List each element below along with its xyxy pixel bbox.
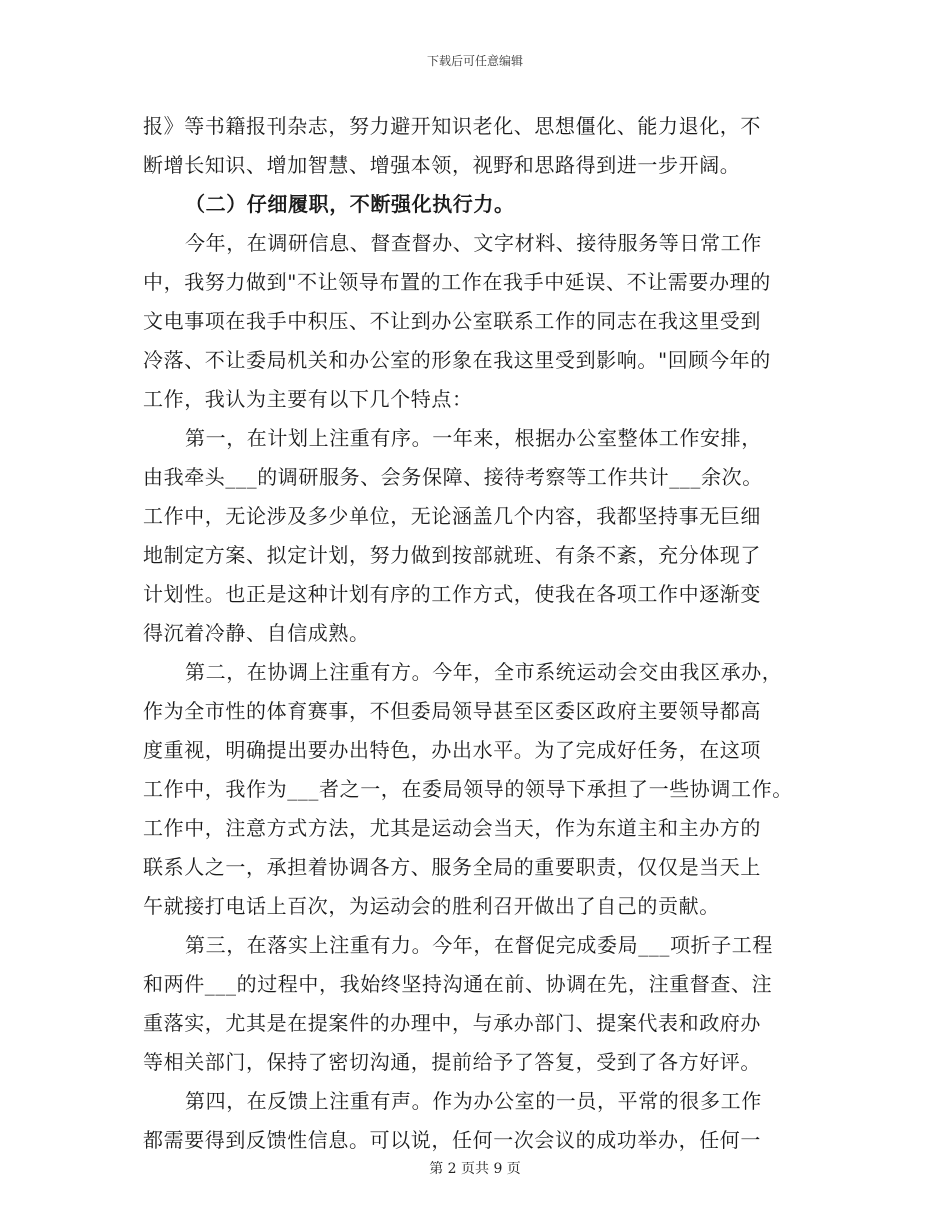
body-line: 由我牵头___的调研服务、会务保障、接待考察等工作共计___余次。 <box>143 465 763 489</box>
body-line: 重落实，尤其是在提案件的办理中，与承办部门、提案代表和政府办 <box>143 1011 761 1035</box>
page-header: 下载后可任意编辑 <box>426 54 523 68</box>
paragraph-start: 第三，在落实上注重有力。今年，在督促完成委局___项折子工程 <box>185 933 773 957</box>
body-line: 中，我努力做到"不让领导布置的工作在我手中延误、不让需要办理的 <box>143 270 771 294</box>
page-footer: 第 2 页共 9 页 <box>429 1161 521 1177</box>
body-line: 都需要得到反馈性信息。可以说，任何一次会议的成功举办，任何一 <box>143 1128 761 1152</box>
section-heading: （二）仔细履职，不断强化执行力。 <box>185 192 515 216</box>
paragraph-start: 第一，在计划上注重有序。一年来，根据办公室整体工作安排， <box>185 426 762 450</box>
body-line: 联系人之一，承担着协调各方、服务全局的重要职责，仅仅是当天上 <box>143 855 761 879</box>
body-line: 文电事项在我手中积压、不让到办公室联系工作的同志在我这里受到 <box>143 309 761 333</box>
body-line: 度重视，明确提出要办出特色，办出水平。为了完成好任务，在这项 <box>143 738 761 762</box>
body-line: 地制定方案、拟定计划，努力做到按部就班、有条不紊，充分体现了 <box>143 543 761 567</box>
body-line: 作为全市性的体育赛事，不但委局领导甚至区委区政府主要领导都高 <box>143 699 761 723</box>
body-line: 工作，我认为主要有以下几个特点： <box>143 387 473 411</box>
body-line: 得沉着冷静、自信成熟。 <box>143 621 370 645</box>
body-line: 计划性。也正是这种计划有序的工作方式，使我在各项工作中逐渐变 <box>143 582 761 606</box>
body-line: 午就接打电话上百次，为运动会的胜利召开做出了自己的贡献。 <box>143 894 720 918</box>
document-body <box>143 107 823 1160</box>
body-line: 报》等书籍报刊杂志，努力避开知识老化、思想僵化、能力退化，不 <box>143 114 761 138</box>
paragraph-start: 今年，在调研信息、督查督办、文字材料、接待服务等日常工作 <box>185 231 762 255</box>
paragraph-start: 第四，在反馈上注重有声。作为办公室的一员，平常的很多工作 <box>185 1089 762 1113</box>
body-line: 冷落、不让委局机关和办公室的形象在我这里受到影响。"回顾今年的 <box>143 348 771 372</box>
body-line: 断增长知识、增加智慧、增强本领，视野和思路得到进一步开阔。 <box>143 153 741 177</box>
body-line: 等相关部门，保持了密切沟通，提前给予了答复，受到了各方好评。 <box>143 1050 761 1074</box>
body-line: 工作中，我作为___者之一，在委局领导的领导下承担了一些协调工作。 <box>143 777 793 801</box>
paragraph-start: 第二，在协调上注重有方。今年，全市系统运动会交由我区承办， <box>185 660 783 684</box>
body-line: 工作中，注意方式方法，尤其是运动会当天，作为东道主和主办方的 <box>143 816 761 840</box>
body-line: 工作中，无论涉及多少单位，无论涵盖几个内容，我都坚持事无巨细 <box>143 504 761 528</box>
body-line: 和两件___的过程中，我始终坚持沟通在前、协调在先，注重督查、注 <box>143 972 773 996</box>
